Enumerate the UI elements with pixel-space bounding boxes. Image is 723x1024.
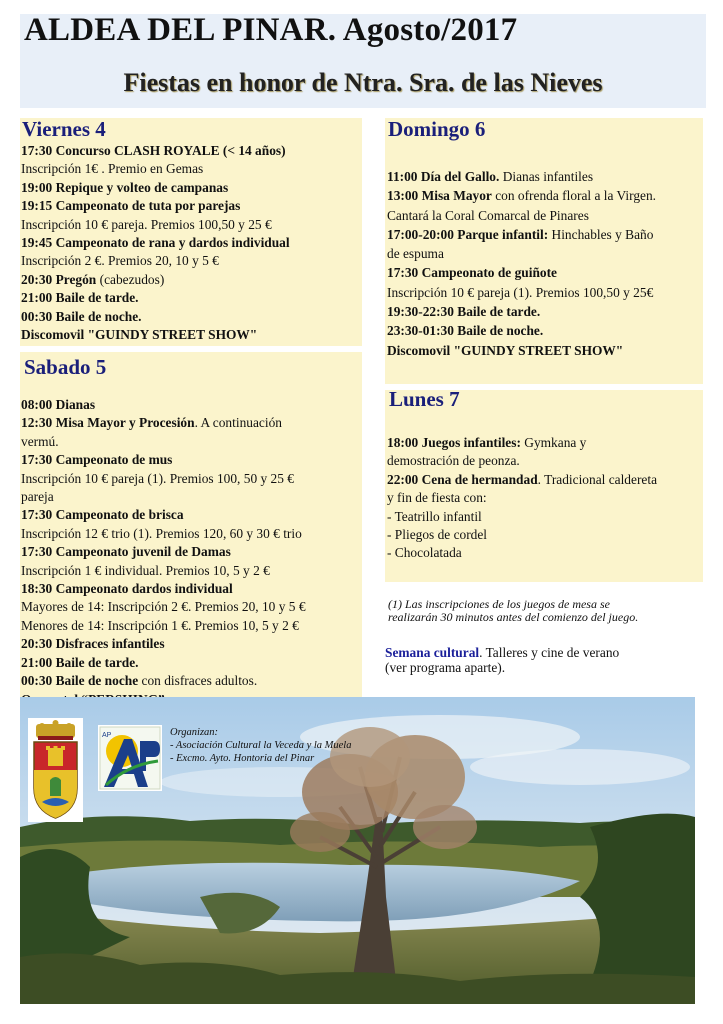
schedule-line [21,252,290,270]
schedule-event-bold: 08:00 Dianas [21,397,96,412]
schedule-line [387,321,656,340]
schedule-line [21,562,306,580]
schedule-event-bold: 12:30 Misa Mayor y Procesión [21,415,195,431]
schedule-event-detail: Gymkana y [520,435,587,450]
viernes-schedule [21,142,290,344]
cultural-week-info: Semana cultural. Talleres y cine de verano (ver programa aparte). [385,645,620,675]
schedule-event-bold: 19:45 Campeonato de rana y dardos individual [21,235,290,251]
schedule-event-bold: 00:30 Baile de noche [21,673,139,689]
schedule-line [21,216,290,234]
schedule-event-bold: 17:30 Campeonato de guiñote [387,265,557,281]
schedule-line [387,206,656,225]
schedule-event-detail: - Pliegos de cordel [387,527,488,543]
schedule-event-detail: Mayores de 14: Inscripción 2 €. Premios 20, 10 y 5 € [21,599,306,615]
schedule-event-detail: vermú. [21,433,59,449]
inscription-note: (1) Las inscripciones de los juegos de mesa se realizarán 30 minutos antes del comienzo del juego. [388,597,639,624]
schedule-line [387,434,657,452]
lunes-schedule [387,434,657,563]
schedule-event-detail: Inscripción 10 € pareja (1). Premios 100,50 y 25€ [387,284,654,300]
schedule-event-detail: de espuma [387,246,444,262]
schedule-event-detail: - Teatrillo infantil [387,508,482,524]
schedule-event-detail: (cabezudos) [96,271,165,287]
schedule-event-detail: Inscripción 10 € pareja. Premios 100,50 y 25 € [21,216,272,232]
sabado-title: Sabado 5 [24,355,107,379]
coat-of-arms-icon [28,718,83,822]
schedule-event-bold: Discomovil "GUINDY STREET SHOW" [21,327,258,343]
viernes-title: Viernes 4 [22,117,106,141]
schedule-event-bold: 20:30 Pregón [21,271,97,287]
schedule-event-detail: Dianas infantiles [499,169,594,184]
schedule-event-bold: 19:00 Repique y volteo de campanas [21,179,229,195]
schedule-event-bold: 00:30 Baile de noche. [21,308,142,324]
schedule-line [21,488,306,506]
schedule-line [21,433,306,451]
association-logo-icon [98,725,162,791]
schedule-line [21,179,290,197]
schedule-line [21,271,290,289]
schedule-event-detail: demostración de peonza. [387,453,520,469]
schedule-line [387,167,656,186]
schedule-event-bold: 22:00 Cena de hermandad [387,471,538,487]
schedule-event-bold: 18:00 Juegos infantiles: [387,435,521,450]
schedule-event-detail: pareja [21,489,54,505]
schedule-event-detail: - Chocolatada [387,545,462,561]
schedule-event-bold: 20:30 Disfraces infantiles [21,636,165,652]
sabado-schedule [21,396,306,709]
schedule-line [387,526,657,544]
schedule-event-detail: y fin de fiesta con: [387,490,487,506]
schedule-event-detail: Cantará la Coral Comarcal de Pinares [387,207,589,223]
schedule-event-bold: 19:30-22:30 Baile de tarde. [387,304,541,320]
schedule-line [21,142,290,160]
schedule-event-detail: Menores de 14: Inscripción 1 €. Premios 10, 5 y 2 € [21,617,299,633]
schedule-line [21,197,290,215]
organizers-text: Organizan: - Asociación Cultural la Veceda y la Muela - Excmo. Ayto. Hontoria del Pinar [170,727,352,764]
schedule-line [21,506,306,524]
schedule-line [21,598,306,616]
schedule-event-bold: 21:00 Baile de tarde. [21,654,139,670]
schedule-event-bold: 11:00 Día del Gallo. [387,169,500,184]
schedule-line [387,186,656,205]
schedule-event-detail: con ofrenda floral a la Virgen. [491,188,657,204]
logo-letters: AP [102,732,112,739]
page-title: ALDEA DEL PINAR. Agosto/2017 [24,12,518,48]
domingo-schedule [387,167,656,360]
schedule-event-bold: 13:00 Misa Mayor [387,188,492,204]
schedule-event-detail: con disfraces adultos. [138,673,258,689]
schedule-event-detail: Inscripción 12 € trio (1). Premios 120, 60 y 30 € trio [21,525,302,541]
schedule-line [387,225,656,244]
schedule-line [387,544,657,562]
schedule-event-detail: . A continuación [194,415,282,431]
schedule-event-detail: . Tradicional caldereta [537,471,658,487]
schedule-event-bold: 17:30 Campeonato juvenil de Damas [21,544,231,560]
cultural-week-label: Semana cultural [385,645,480,660]
page-subtitle: Fiestas en honor de Ntra. Sra. de las Nieves [123,68,603,97]
schedule-line [387,452,657,470]
schedule-line [21,160,290,178]
schedule-event-bold: 21:00 Baile de tarde. [21,290,139,306]
schedule-line [21,396,306,414]
schedule-line [21,326,290,344]
schedule-line [387,263,656,282]
schedule-line [21,543,306,561]
lunes-title: Lunes 7 [389,387,460,411]
schedule-event-detail: Inscripción 10 € pareja (1). Premios 100, 50 y 25 € [21,470,294,486]
schedule-line [21,451,306,469]
schedule-line [21,654,306,672]
schedule-event-bold: 17:00-20:00 Parque infantil: [387,226,549,242]
schedule-line [21,289,290,307]
schedule-event-bold: 18:30 Campeonato dardos individual [21,581,233,597]
schedule-line [387,283,656,302]
schedule-line [387,302,656,321]
schedule-line [21,617,306,635]
schedule-line [21,308,290,326]
schedule-line [21,580,306,598]
schedule-line [21,635,306,653]
schedule-line [21,470,306,488]
schedule-event-detail: Hinchables y Baño [548,226,654,242]
schedule-line [21,234,290,252]
schedule-event-bold: 17:30 Campeonato de brisca [21,507,184,523]
schedule-event-detail: Inscripción 1€ . Premio en Gemas [21,161,204,177]
schedule-line [21,525,306,543]
schedule-event-bold: 19:15 Campeonato de tuta por parejas [21,198,241,214]
schedule-line [387,489,657,507]
schedule-line [21,672,306,690]
domingo-title: Domingo 6 [388,117,486,141]
schedule-line [387,244,656,263]
header-banner [20,14,706,108]
schedule-event-bold: Discomovil "GUINDY STREET SHOW" [387,342,624,358]
schedule-event-bold: 17:30 Campeonato de mus [21,452,173,468]
schedule-event-detail: Inscripción 2 €. Premios 20, 10 y 5 € [21,253,219,269]
schedule-event-bold: 23:30-01:30 Baile de noche. [387,323,544,339]
schedule-line [387,471,657,489]
schedule-event-bold: 17:30 Concurso CLASH ROYALE (< 14 años) [21,143,286,158]
schedule-line [387,508,657,526]
schedule-line [21,414,306,432]
schedule-event-detail: Inscripción 1 € individual. Premios 10, 5 y 2 € [21,562,270,578]
schedule-line [387,341,656,360]
